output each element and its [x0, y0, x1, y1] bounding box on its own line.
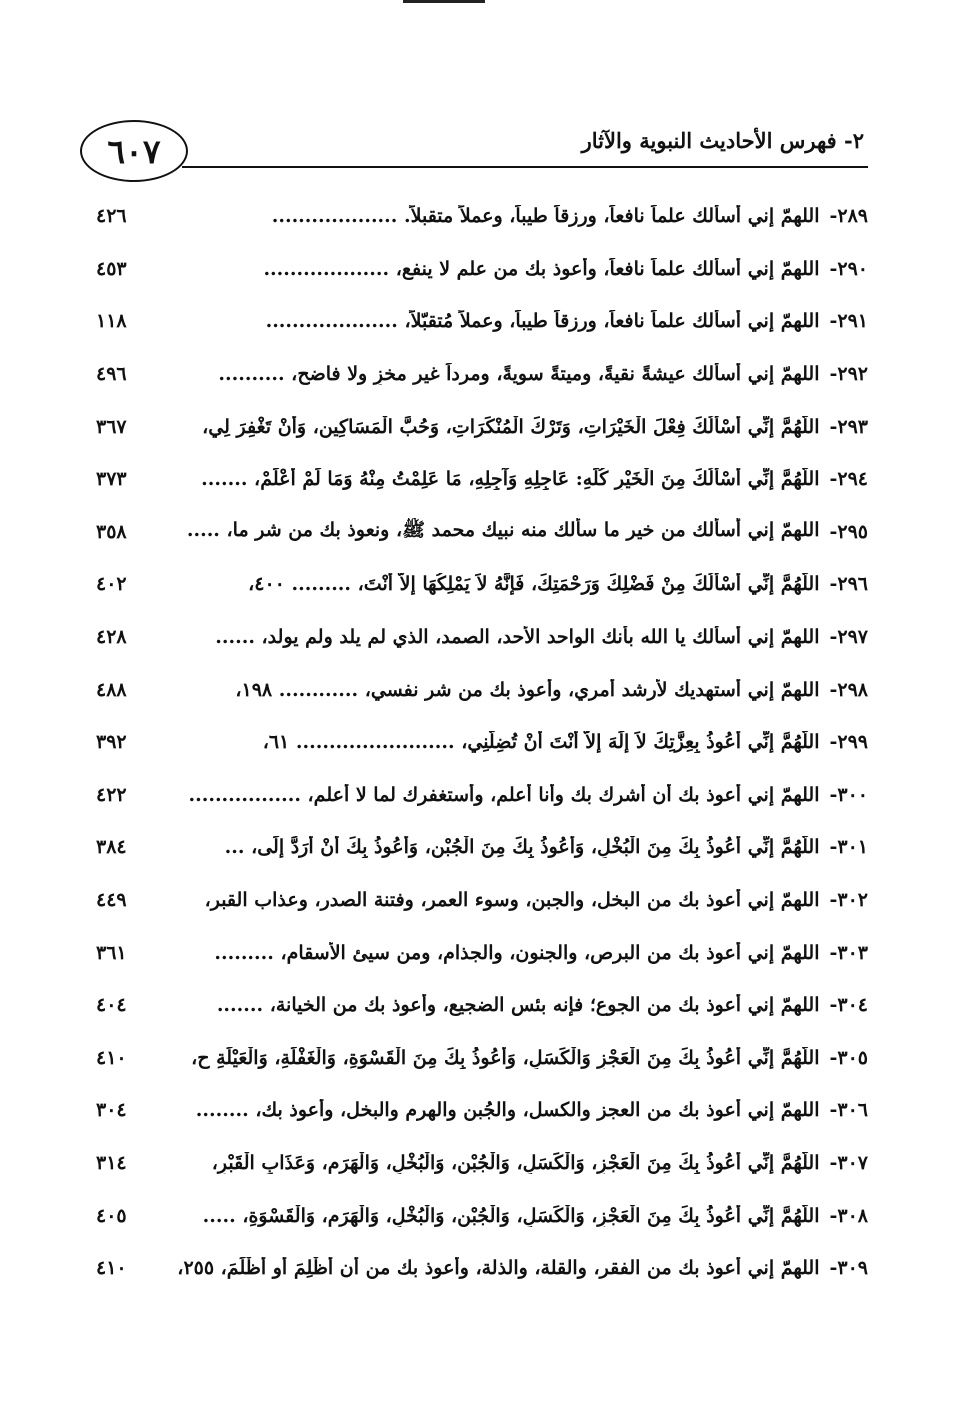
entry-number: ٣٠٧-	[829, 1151, 868, 1174]
entry-text: اللَّهُمَّ إِنِّي أَعُوذُ بِعِزَّتِكَ لاَ إِلَهَ إِلاَّ أَنْتَ أَنْ تُضِلَّنِي، ........................ ٦١،	[262, 731, 820, 754]
entry-number: ٢٨٩-	[829, 205, 868, 228]
index-entry	[96, 611, 868, 664]
entry-page-reference: ٤٠٤	[96, 994, 127, 1017]
entry-text: اللهمّ إني أعوذ بك من الفقر، والقلة، والذلة، وأعوذ بك من أن أَظْلِمَ أو أُظْلَمَ، ٢٥٥،	[177, 1257, 820, 1280]
entry-page-reference: ٣٨٤	[96, 836, 127, 859]
entry-text: اللهمّ إني أعوذ بك من البخل، والجبن، وسوء العمر، وفتنة الصدر، وعذاب القبر،	[204, 889, 820, 912]
entry-text: اللهمّ إني أعوذ بك أن أشرك بك وأنا أعلم، وأستغفرك لما لا أعلم، .................	[188, 783, 820, 806]
entry-text: اللهمّ إني أسألك علماً نافعاً، وأعوذ بك من علم لا ينفع، ...................	[263, 257, 820, 280]
header-divider	[182, 166, 868, 168]
entry-page-reference: ٤٠٢	[96, 573, 127, 596]
index-entry	[96, 295, 868, 348]
index-entry	[96, 243, 868, 296]
top-decorative-rule	[403, 0, 485, 3]
entry-page-reference: ٣١٤	[96, 1151, 127, 1174]
entry-text: اللَّهُمَّ إِنِّي أَسْأَلُكَ مِنَ الْخَيْرِ كُلِّهِ: عَاجِلِهِ وَآجِلِهِ، مَا عَلِمْتُ مِنْهُ وَمَا لَمْ أَعْلَمْ، .......	[201, 468, 820, 491]
entry-number: ٢٩٧-	[829, 626, 868, 649]
entry-text: اللهمّ إني أسألك علماً نافعاً، ورزقاً طيباً، وعملاً متقبلاً. ...................	[271, 205, 820, 228]
entry-number: ٣٠٠-	[829, 783, 868, 806]
entry-text: اللهمّ إني أسألك من خير ما سألك منه نبيك محمد ﷺ، ونعوذ بك من شر ما، .....	[186, 518, 820, 541]
index-entry-row	[96, 626, 868, 648]
index-entry	[96, 400, 868, 453]
page-number: ٦٠٧	[80, 120, 188, 182]
entry-number: ٢٩٤-	[829, 468, 868, 491]
entry-page-reference: ٤٩٦	[96, 363, 127, 386]
entry-page-reference: ٤٢٦	[96, 205, 127, 228]
entry-text: اللَّهُمَّ إِنِّي أَسْأَلُكَ مِنْ فَضْلِكَ وَرَحْمَتِكَ، فَإِنَّهُ لاَ يَمْلِكُهَا إِلاَّ أَنْتَ، ......... ٤٠٠،	[248, 573, 820, 596]
entry-page-reference: ٣٠٤	[96, 1099, 127, 1122]
index-entry-row	[96, 416, 868, 438]
entry-page-reference: ٤١٠	[96, 1257, 127, 1280]
entry-text: اللهمّ إني أسألك يا الله بأنك الواحد الأحد، الصمد، الذي لم يلد ولم يولد، ......	[215, 626, 820, 649]
index-entry-row	[96, 518, 868, 546]
entry-number: ٣٠٦-	[829, 1099, 868, 1122]
entry-number: ٢٩٨-	[829, 678, 868, 701]
entry-number: ٣٠١-	[829, 836, 868, 859]
entry-number: ٢٩٩-	[829, 731, 868, 754]
index-entry-row	[96, 1205, 868, 1227]
entry-number: ٢٩٣-	[829, 415, 868, 438]
index-entry	[96, 1137, 868, 1190]
index-entry-row	[96, 205, 868, 227]
entry-page-reference: ١١٨	[96, 310, 127, 333]
index-entry	[96, 1032, 868, 1085]
index-entry-row	[96, 310, 868, 332]
index-entry	[96, 453, 868, 506]
index-entry-row	[96, 363, 868, 385]
entry-number: ٣٠٣-	[829, 941, 868, 964]
entry-number: ٢٩٦-	[829, 573, 868, 596]
entry-number: ٣٠٤-	[829, 994, 868, 1017]
index-entry	[96, 874, 868, 927]
entry-text: اللهمّ إني أعوذ بك من العجز والكسل، والجُبن والهرم والبخل، وأعوذ بك، ........	[195, 1099, 820, 1122]
entry-text: اللهمّ إني أعوذ بك من الجوع؛ فإنه بئس الضجيع، وأعوذ بك من الخيانة، .......	[216, 994, 820, 1017]
entry-page-reference: ٣٩٢	[96, 731, 127, 754]
index-entry-row	[96, 889, 868, 911]
entry-page-reference: ٤٢٨	[96, 626, 127, 649]
index-entry	[96, 663, 868, 716]
index-entry-row	[96, 1047, 868, 1069]
index-entry-row	[96, 942, 868, 964]
index-entry-row	[96, 1152, 868, 1174]
entry-number: ٢٩٠-	[829, 257, 868, 280]
entry-text: اللَّهُمَّ إِنِّي أَعُوذُ بِكَ مِنَ الْعَجْزِ وَالْكَسَلِ، وَأَعُوذُ بِكَ مِنَ الْقَسْوَةِ، وَالْغَفْلَةِ، وَالْعَيْلَةِ ح،	[191, 1046, 820, 1069]
entry-page-reference: ٤٥٣	[96, 257, 127, 280]
index-entry-row	[96, 258, 868, 280]
hadith-index-list	[96, 190, 868, 1294]
entry-number: ٣٠٩-	[829, 1257, 868, 1280]
entry-number: ٣٠٥-	[829, 1046, 868, 1069]
entry-text: اللهمّ إني أستهديك لأرشد أمري، وأعوذ بك من شر نفسي، ............ ١٩٨،	[235, 678, 820, 701]
index-entry-row	[96, 679, 868, 701]
entry-page-reference: ٣٦٧	[96, 415, 127, 438]
entry-number: ٣٠٢-	[829, 889, 868, 912]
index-entry	[96, 348, 868, 401]
index-entry	[96, 1189, 868, 1242]
index-entry	[96, 979, 868, 1032]
index-entry-row	[96, 573, 868, 595]
index-entry	[96, 1084, 868, 1137]
index-entry-row	[96, 836, 868, 858]
index-entry	[96, 926, 868, 979]
index-entry-row	[96, 784, 868, 806]
entry-text: اللَّهُمَّ إِنِّي أَعُوذُ بِكَ مِنَ الْعَجْزِ، وَالْكَسَلِ، وَالْجُبْنِ، وَالْبُخْلِ، وَالْهَرَمِ، وَالْقَسْوَةِ، .....	[202, 1204, 820, 1227]
entry-text: اللهمّ إني أسألك عيشةً نقيةً، وميتةً سويةً، ومرداً غير مخزٍ ولا فاضح، ..........	[218, 363, 820, 386]
index-entry	[96, 506, 868, 559]
entry-number: ٣٠٨-	[829, 1204, 868, 1227]
entry-page-reference: ٤٨٨	[96, 678, 127, 701]
index-entry-row	[96, 1099, 868, 1121]
entry-number: ٢٩٥-	[829, 520, 868, 543]
section-title: ٢- فهرس الأحاديث النبوية والآثار	[581, 128, 864, 153]
entry-text: اللَّهُمَّ إِنِّي أَعُوذُ بِكَ مِنَ الْعَجْزِ، وَالْكَسَلِ، وَالْجُبْنِ، وَالْبُخْلِ، وَالْهَرَمِ، وَعَذَابِ الْقَبْرِ،	[211, 1151, 820, 1174]
entry-number: ٢٩١-	[829, 310, 868, 333]
entry-page-reference: ٤٤٩	[96, 889, 127, 912]
entry-number: ٢٩٢-	[829, 363, 868, 386]
entry-text: اللهمّ إني أسألك علماً نافعاً، ورزقاً طيباً، وعملاً مُتقبّلاً، ....................	[265, 310, 820, 333]
entry-text: اللَّهُمَّ إِنِّي أَسْأَلُكَ فِعْلَ الْخَيْرَاتِ، وَتَرْكَ الْمُنْكَرَاتِ، وَحُبَّ الْمَسَاكِينِ، وَأَنْ تَغْفِرَ لِي،	[202, 415, 820, 438]
entry-page-reference: ٣٥٨	[96, 520, 127, 543]
index-entry-row	[96, 1257, 868, 1279]
entry-text: اللَّهُمَّ إِنِّي أَعُوذُ بِكَ مِنَ الْبُخْلِ، وَأَعُوذُ بِكَ مِنَ الْجُبْنِ، وَأَعُوذُ بِكَ أَنْ أُرَدَّ إِلَى، ...	[224, 836, 820, 859]
entry-page-reference: ٤٠٥	[96, 1204, 127, 1227]
entry-page-reference: ٤٢٢	[96, 783, 127, 806]
entry-text: اللهمّ إني أعوذ بك من البرص، والجنون، والجذام، ومن سيئ الأسقام، .........	[214, 941, 820, 964]
index-entry	[96, 558, 868, 611]
index-entry-row	[96, 731, 868, 753]
index-entry	[96, 716, 868, 769]
index-entry	[96, 821, 868, 874]
index-entry	[96, 1242, 868, 1295]
index-entry-row	[96, 468, 868, 490]
index-entry	[96, 769, 868, 822]
entry-page-reference: ٣٦١	[96, 941, 127, 964]
index-entry	[96, 190, 868, 243]
entry-page-reference: ٤١٠	[96, 1046, 127, 1069]
entry-page-reference: ٣٧٣	[96, 468, 127, 491]
index-entry-row	[96, 994, 868, 1016]
